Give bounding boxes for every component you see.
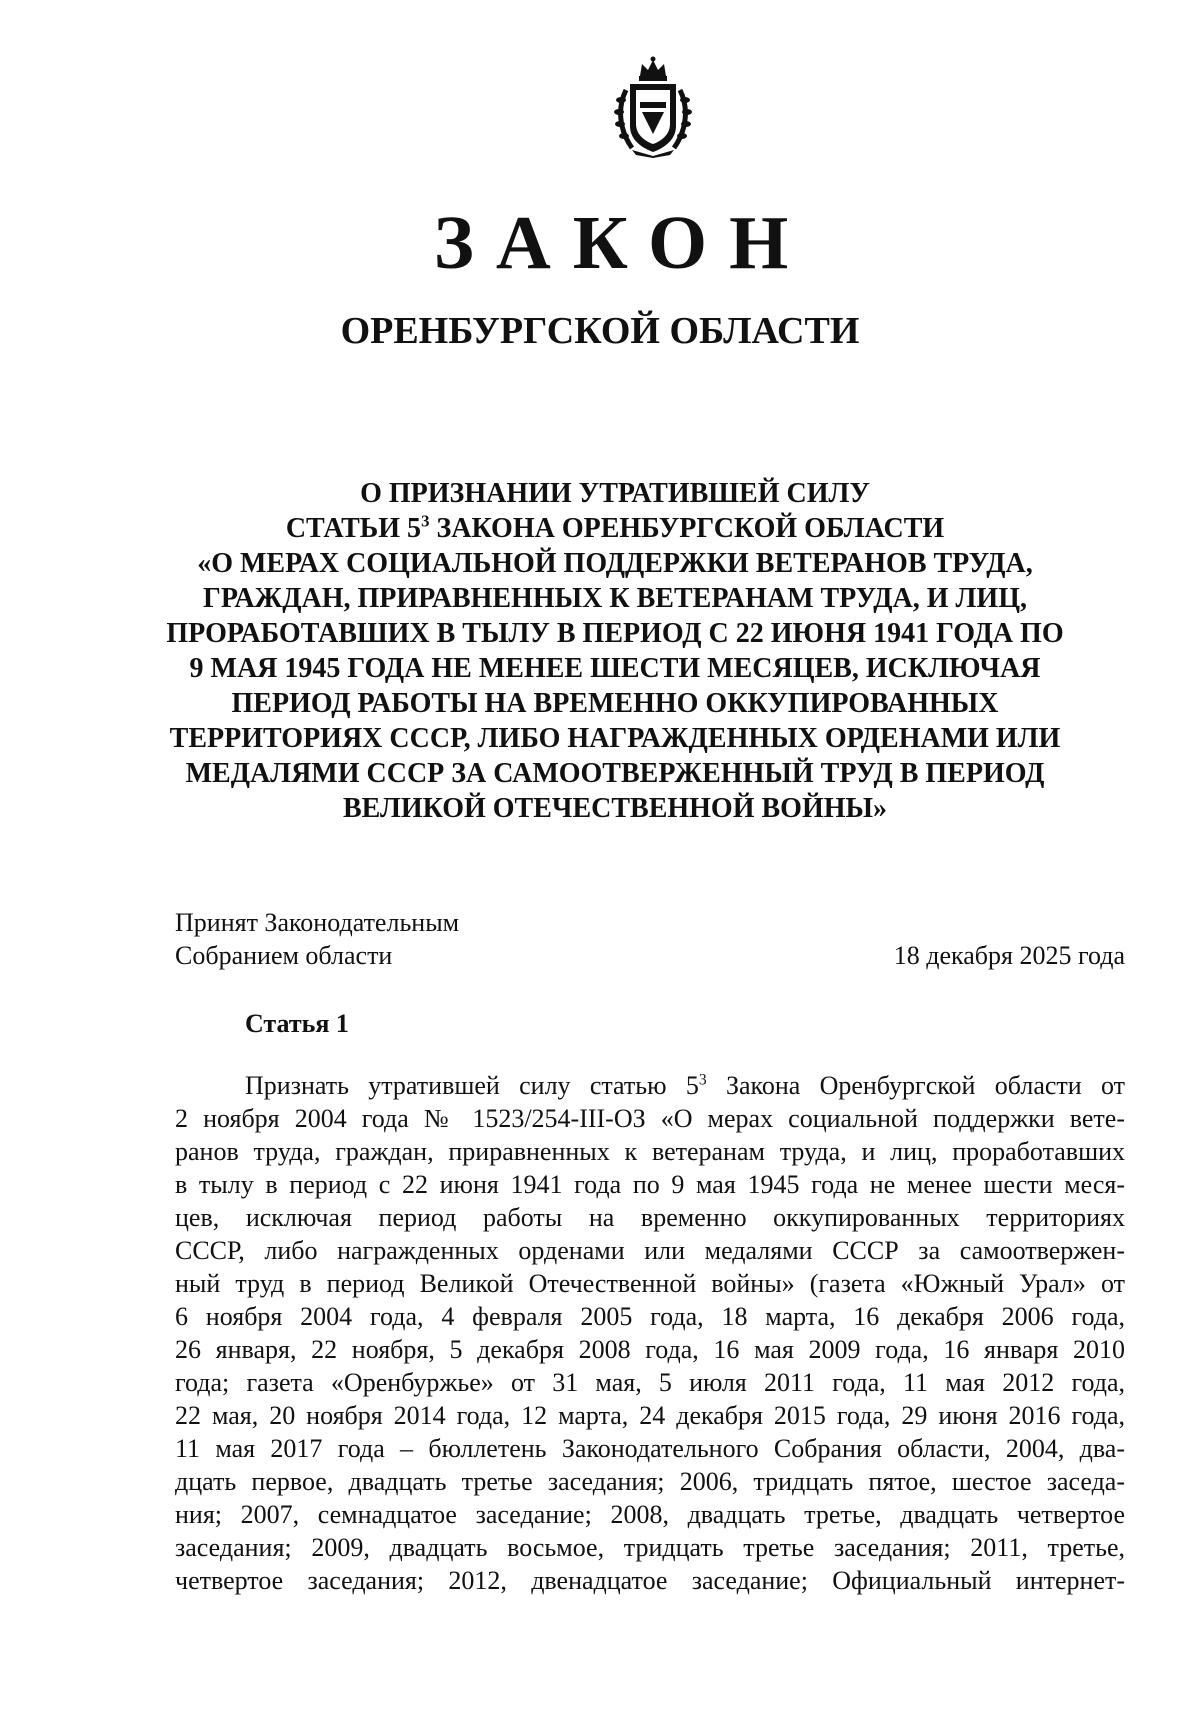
title-article-ref: СТАТЬИ 5 bbox=[285, 513, 422, 544]
title-line: ПЕРИОД РАБОТЫ НА ВРЕМЕННО ОККУПИРОВАННЫХ bbox=[231, 688, 999, 719]
body-line: дцать первое, двадцать третье заседания; 2006, тридцать пятое, шестое заседа- bbox=[175, 1467, 1125, 1496]
body-line: 22 мая, 20 ноября 2014 года, 12 марта, 24 декабря 2015 года, 29 июня 2016 года, bbox=[175, 1401, 1125, 1430]
title-superscript: 3 bbox=[421, 511, 430, 531]
title-line: ГРАЖДАН, ПРИРАВНЕННЫХ К ВЕТЕРАНАМ ТРУДА, И ЛИЦ, bbox=[203, 583, 1027, 614]
body-line: года; газета «Оренбуржье» от 31 мая, 5 июля 2011 года, 11 мая 2012 года, bbox=[175, 1368, 1125, 1397]
title-line: ТЕРРИТОРИЯХ СССР, ЛИБО НАГРАЖДЕННЫХ ОРДЕНАМИ ИЛИ bbox=[169, 723, 1061, 754]
title-line: ПРОРАБОТАВШИХ В ТЫЛУ В ПЕРИОД С 22 ИЮНЯ 1941 ГОДА ПО bbox=[166, 618, 1064, 649]
title-line: ВЕЛИКОЙ ОТЕЧЕСТВЕННОЙ ВОЙНЫ» bbox=[342, 793, 888, 824]
body-line: 26 января, 22 ноября, 5 декабря 2008 года, 16 мая 2009 года, 16 января 2010 bbox=[175, 1335, 1125, 1364]
title-line bbox=[150, 511, 1080, 546]
article-heading: Статья 1 bbox=[245, 1009, 349, 1038]
body-line: четвертое заседания; 2012, двенадцатое заседание; Официальный интернет- bbox=[175, 1566, 1125, 1595]
body-line: 11 мая 2017 года – бюллетень Законодательного Собрания области, 2004, два- bbox=[175, 1434, 1125, 1463]
title-line-rest: ЗАКОНА ОРЕНБУРГСКОЙ ОБЛАСТИ bbox=[429, 513, 945, 544]
body-line: 2 ноября 2004 года № 1523/254-III-ОЗ «О мерах социальной поддержки вете- bbox=[175, 1104, 1125, 1133]
adoption-date: 18 декабря 2025 года bbox=[893, 941, 1125, 970]
body-line: заседания; 2009, двадцать восьмое, тридцать третье заседания; 2011, третье, bbox=[175, 1533, 1125, 1562]
title-line: 9 МАЯ 1945 ГОДА НЕ МЕНЕЕ ШЕСТИ МЕСЯЦЕВ, ИСКЛЮЧАЯ bbox=[189, 653, 1041, 684]
body-line: ранов труда, граждан, приравненных к ветеранам труда, и лиц, проработавших bbox=[175, 1137, 1125, 1166]
body-line: ния; 2007, семнадцатое заседание; 2008, двадцать третье, двадцать четвертое bbox=[175, 1500, 1125, 1529]
law-heading: ЗАКОН bbox=[433, 201, 811, 285]
body-line-start: Признать утратившей силу статью 5 bbox=[245, 1071, 699, 1100]
title-line: МЕДАЛЯМИ СССР ЗА САМООТВЕРЖЕННЫЙ ТРУД В ПЕРИОД bbox=[185, 758, 1045, 789]
oren-coat-of-arms-icon bbox=[612, 56, 694, 158]
adoption-line-2: Собранием области bbox=[175, 941, 393, 970]
title-line: О ПРИЗНАНИИ УТРАТИВШЕЙ СИЛУ bbox=[360, 478, 870, 509]
law-region-heading: ОРЕНБУРГСКОЙ ОБЛАСТИ bbox=[340, 310, 860, 352]
body-line: 6 ноября 2004 года, 4 февраля 2005 года, 18 марта, 16 декабря 2006 года, bbox=[175, 1302, 1125, 1331]
body-line bbox=[175, 1069, 1125, 1102]
body-line: ный труд в период Великой Отечественной войны» (газета «Южный Урал» от bbox=[175, 1269, 1125, 1298]
body-line-rest: Закона Оренбургской области от bbox=[706, 1071, 1125, 1100]
body-line: цев, исключая период работы на временно оккупированных территориях bbox=[175, 1203, 1125, 1232]
body-superscript: 3 bbox=[698, 1071, 707, 1089]
body-line: в тылу в период с 22 июня 1941 года по 9 мая 1945 года не менее шести меся- bbox=[175, 1170, 1125, 1199]
coat-of-arms-emblem bbox=[612, 56, 694, 158]
law-title bbox=[150, 476, 1080, 826]
body-line: СССР, либо награжденных орденами или медалями СССР за самоотвержен- bbox=[175, 1236, 1125, 1265]
adoption-line-1: Принят Законодательным bbox=[175, 908, 460, 937]
article-body bbox=[175, 1069, 1125, 1597]
title-line: «О МЕРАХ СОЦИАЛЬНОЙ ПОДДЕРЖКИ ВЕТЕРАНОВ ТРУДА, bbox=[197, 548, 1033, 579]
